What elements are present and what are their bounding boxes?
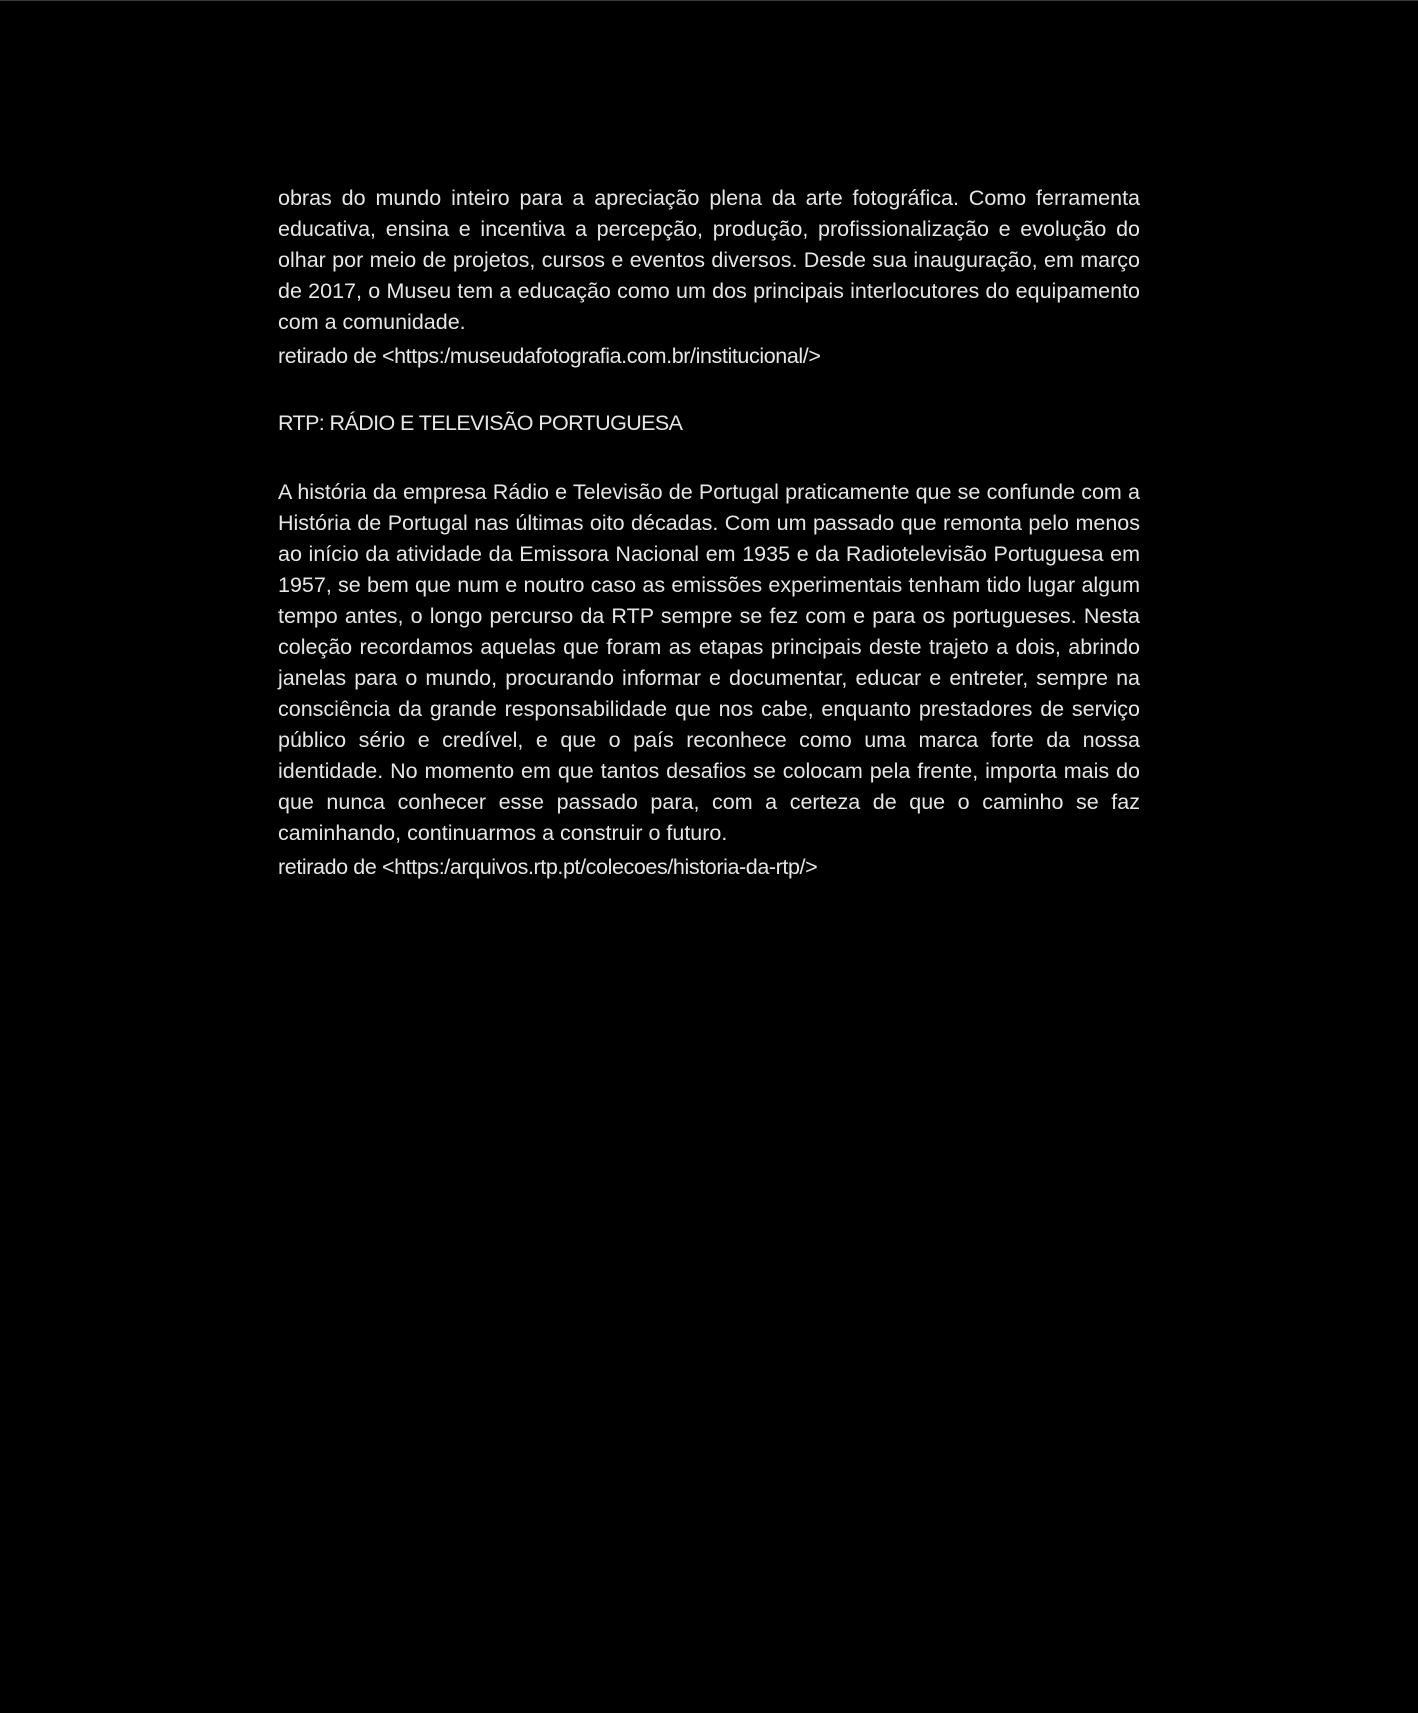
top-border [0, 0, 1418, 1]
museum-source-citation: retirado de <https:/museudafotografia.com.br/institucional/> [278, 344, 821, 368]
rtp-source-citation: retirado de <https:/arquivos.rtp.pt/colecoes/historia-da-rtp/> [278, 855, 818, 879]
museum-paragraph: obras do mundo inteiro para a apreciação plena da arte fotográfica. Como ferramenta educativa, ensina e incentiva a percepção, produção, profissionalização e evolução do olhar por meio de projetos, cursos e eventos diversos. Desde sua inauguração, em março de 2017, o Museu tem a educação como um dos principais interlocutores do equipamento com a comunidade. [278, 186, 1140, 334]
rtp-section-heading: RTP: RÁDIO E TELEVISÃO PORTUGUESA [278, 411, 683, 435]
document-body [278, 183, 1140, 883]
rtp-paragraph: A história da empresa Rádio e Televisão de Portugal praticamente que se confunde com a História de Portugal nas últimas oito décadas. Com um passado que remonta pelo menos ao início da atividade da Emissora Nacional em 1935 e da Radiotelevisão Portuguesa em 1957, se bem que num e noutro caso as emissões experimentais tenham tido lugar algum tempo antes, o longo percurso da RTP sempre se fez com e para os portugueses. Nesta coleção recordamos aquelas que foram as etapas principais deste trajeto a dois, abrindo janelas para o mundo, procurando informar e documentar, educar e entreter, sempre na consciência da grande responsabilidade que nos cabe, enquanto prestadores de serviço público sério e credível, e que o país reconhece como uma marca forte da nossa identidade. No momento em que tantos desafios se colocam pela frente, importa mais do que nunca conhecer esse passado para, com a certeza de que o caminho se faz caminhando, continuarmos a construir o futuro. [278, 480, 1140, 845]
